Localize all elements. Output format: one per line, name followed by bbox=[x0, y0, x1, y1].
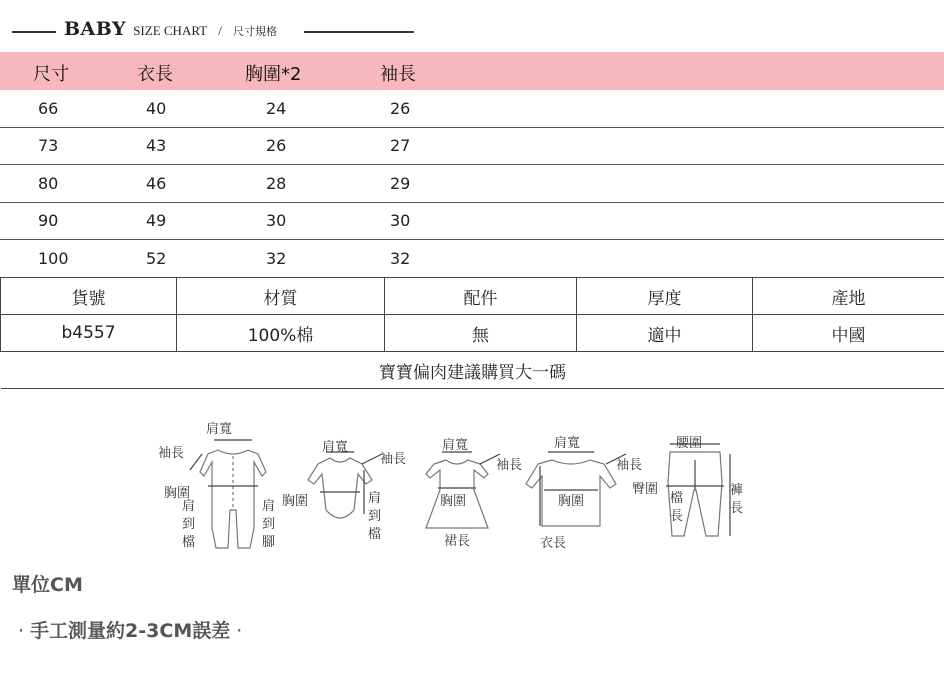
size-row bbox=[0, 127, 944, 165]
bodysuit-sleeve-label: 袖長 bbox=[380, 452, 407, 467]
pants-hip-label: 臀圍 bbox=[632, 482, 659, 497]
dress-skirt-length-label: 裙長 bbox=[444, 534, 471, 549]
info-header-accessories: 配件 bbox=[385, 278, 577, 315]
bodysuit-shoulder-to-crotch-label: 肩到檔 bbox=[368, 491, 382, 542]
dress-chest-label: 胸圍 bbox=[440, 494, 467, 509]
cell-sleeve: 26 bbox=[390, 99, 411, 118]
jumpsuit-shoulder-label: 肩寬 bbox=[206, 422, 233, 437]
cell-chest: 26 bbox=[266, 136, 287, 155]
cell-size: 90 bbox=[38, 211, 59, 230]
top-length-label: 衣長 bbox=[540, 536, 567, 551]
cell-size: 73 bbox=[38, 136, 59, 155]
bullet-dot-right: · bbox=[236, 620, 243, 642]
size-chart-header bbox=[12, 18, 432, 48]
unit-label: 單位CM bbox=[12, 574, 83, 596]
cell-length: 46 bbox=[146, 174, 167, 193]
cell-size: 66 bbox=[38, 99, 59, 118]
bullet-dot-left: · bbox=[18, 620, 25, 642]
bodysuit-shoulder-label: 肩寬 bbox=[322, 440, 349, 455]
cell-size: 100 bbox=[38, 249, 69, 268]
info-value-row bbox=[1, 315, 944, 352]
size-row bbox=[0, 240, 944, 278]
size-advice-note: 寶寶偏肉建議購買大一碼 bbox=[1, 352, 944, 389]
cell-sleeve: 30 bbox=[390, 211, 411, 230]
col-size: 尺寸 bbox=[33, 64, 69, 85]
bodysuit-chest-label: 胸圍 bbox=[282, 494, 309, 509]
jumpsuit-shoulder-to-crotch-label: 肩到檔 bbox=[182, 499, 196, 550]
top-sleeve-label: 袖長 bbox=[616, 458, 643, 473]
pants-rise-label: 檔長 bbox=[670, 491, 684, 524]
cell-sleeve: 32 bbox=[390, 249, 411, 268]
info-note-row bbox=[1, 352, 944, 389]
header-baby: BABY bbox=[64, 18, 127, 40]
col-chest: 胸圍*2 bbox=[245, 64, 302, 85]
header-title bbox=[64, 18, 277, 40]
size-row bbox=[0, 202, 944, 240]
info-value-accessories: 無 bbox=[385, 315, 577, 352]
col-length: 衣長 bbox=[137, 64, 173, 85]
jumpsuit-chest-label: 胸圍 bbox=[164, 486, 191, 501]
pants-length-label: 褲長 bbox=[730, 483, 744, 516]
col-sleeve: 袖長 bbox=[380, 64, 416, 85]
cell-length: 40 bbox=[146, 99, 167, 118]
top-illustration bbox=[526, 452, 626, 526]
info-value-thickness: 適中 bbox=[577, 315, 753, 352]
pants-waist-label: 腰圍 bbox=[676, 436, 703, 451]
jumpsuit-sleeve-label: 袖長 bbox=[158, 446, 185, 461]
size-row bbox=[0, 165, 944, 203]
info-header-row bbox=[1, 278, 944, 315]
jumpsuit-shoulder-to-foot-label: 肩到腳 bbox=[262, 499, 276, 550]
size-row bbox=[0, 90, 944, 128]
info-header-origin: 產地 bbox=[753, 278, 944, 315]
cell-length: 52 bbox=[146, 249, 167, 268]
product-info-table bbox=[0, 277, 944, 389]
cell-length: 49 bbox=[146, 211, 167, 230]
cell-chest: 28 bbox=[266, 174, 287, 193]
top-chest-label: 胸圍 bbox=[558, 494, 585, 509]
cell-length: 43 bbox=[146, 136, 167, 155]
cell-sleeve: 27 bbox=[390, 136, 411, 155]
dress-shoulder-label: 肩寬 bbox=[442, 438, 469, 453]
cell-size: 80 bbox=[38, 174, 59, 193]
dress-sleeve-label: 袖長 bbox=[496, 458, 523, 473]
header-slash: / bbox=[218, 23, 222, 38]
info-value-origin: 中國 bbox=[753, 315, 944, 352]
header-chinese-title: 尺寸規格 bbox=[232, 25, 277, 38]
header-rule-left bbox=[12, 31, 56, 33]
size-table-header bbox=[0, 52, 944, 90]
measurement-diagram bbox=[150, 410, 750, 570]
cell-sleeve: 29 bbox=[390, 174, 411, 193]
header-rule-right bbox=[304, 31, 414, 33]
error-note-text: 手工測量約2-3CM誤差 bbox=[30, 620, 231, 642]
info-value-sku: b4557 bbox=[1, 315, 177, 352]
jumpsuit-illustration bbox=[190, 440, 266, 548]
info-value-material: 100%棉 bbox=[177, 315, 385, 352]
cell-chest: 32 bbox=[266, 249, 287, 268]
info-header-material: 材質 bbox=[177, 278, 385, 315]
info-header-sku: 貨號 bbox=[1, 278, 177, 315]
top-shoulder-label: 肩寬 bbox=[554, 436, 581, 451]
info-header-thickness: 厚度 bbox=[577, 278, 753, 315]
measurement-error-note bbox=[12, 616, 248, 643]
cell-chest: 24 bbox=[266, 99, 287, 118]
header-size-chart: SIZE CHART bbox=[133, 23, 208, 38]
cell-chest: 30 bbox=[266, 211, 287, 230]
